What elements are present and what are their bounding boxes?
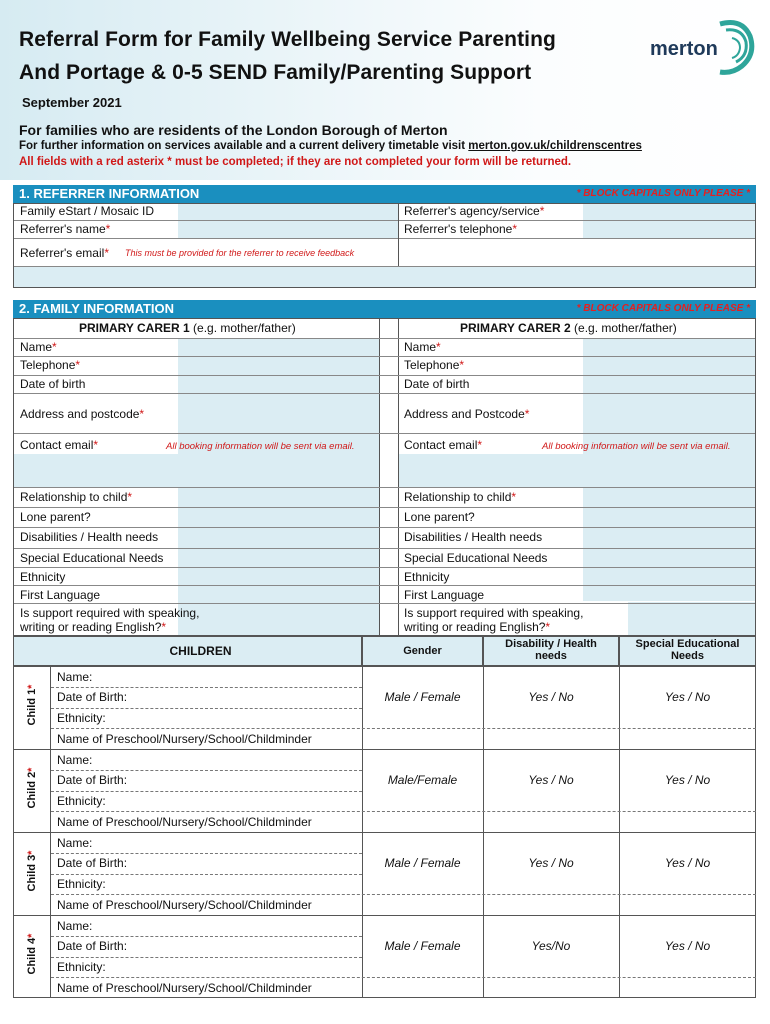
carer1-ethnicity-label: Ethnicity (20, 570, 66, 584)
child-ethnicity-label: Ethnicity: (57, 877, 106, 891)
referrer-telephone-label: Referrer's telephone* (404, 222, 518, 236)
carer1-dob-label: Date of birth (20, 377, 86, 391)
child-gender-option[interactable]: Male/Female (387, 773, 458, 787)
divider (14, 375, 755, 376)
required-warning: All fields with a red asterix * must be completed; if they are not completed your form will be returned. (19, 156, 572, 168)
child-disability-option[interactable]: Yes / No (528, 690, 574, 704)
form-date: September 2021 (22, 95, 122, 110)
section2-header (13, 300, 756, 318)
divider (14, 603, 755, 604)
divider (51, 894, 756, 895)
child-dob-label: Date of Birth: (57, 939, 128, 953)
form-title-line1: Referral Form for Family Wellbeing Service Parenting (19, 28, 556, 51)
child-name-label: Name: (57, 919, 93, 933)
divider (14, 238, 755, 239)
carer2-address-label: Address and Postcode* (404, 407, 530, 421)
divider (379, 318, 380, 636)
child-school-label: Name of Preschool/Nursery/School/Childminder (57, 732, 312, 746)
child-row-label: Child 2* (26, 767, 38, 809)
section1-header (13, 185, 756, 203)
carer2-relationship-label: Relationship to child* (404, 490, 517, 504)
divider (14, 527, 755, 528)
child-name-label: Name: (57, 753, 93, 767)
child-name-label: Name: (57, 836, 93, 850)
child-ethnicity-label: Ethnicity: (57, 711, 106, 725)
child-row-label: Child 4* (26, 933, 38, 975)
carer2-telephone-label: Telephone* (404, 358, 465, 372)
referrer-email-field[interactable] (14, 266, 755, 287)
carer2-name-label: Name* (404, 340, 441, 354)
divider (14, 585, 755, 586)
carer1-telephone-label: Telephone* (20, 358, 81, 372)
divider (14, 433, 755, 434)
divider (51, 687, 362, 688)
divider (14, 220, 755, 221)
child-dob-label: Date of Birth: (57, 773, 128, 787)
referrer-agency-label: Referrer's agency/service* (404, 204, 545, 218)
divider (14, 548, 755, 549)
divider (51, 770, 362, 771)
child-school-label: Name of Preschool/Nursery/School/Childminder (57, 981, 312, 995)
divider (14, 487, 755, 488)
divider (14, 507, 755, 508)
carer1-email-field[interactable] (14, 454, 379, 487)
divider (14, 356, 755, 357)
carer1-heading: PRIMARY CARER 1 (e.g. mother/father) (79, 321, 296, 335)
section2-caps-note: * BLOCK CAPITALS ONLY PLEASE * (576, 303, 750, 314)
residents-heading: For families who are residents of the London Borough of Merton (19, 122, 448, 138)
child-row-label: Child 3* (26, 850, 38, 892)
section2-title: 2. FAMILY INFORMATION (19, 301, 175, 316)
referrer-email-note: This must be provided for the referrer to receive feedback (125, 248, 355, 258)
divider (51, 957, 362, 958)
divider (51, 874, 362, 875)
divider (51, 708, 362, 709)
carer1-name-label: Name* (20, 340, 57, 354)
estart-name-field[interactable] (178, 204, 398, 238)
divider (51, 936, 362, 937)
child-gender-option[interactable]: Male / Female (384, 939, 461, 953)
divider (398, 204, 399, 266)
child-sen-option[interactable]: Yes / No (664, 856, 711, 870)
carer2-support-label-2: writing or reading English?* (404, 620, 551, 634)
carer2-support-field[interactable] (628, 602, 755, 635)
child-ethnicity-label: Ethnicity: (57, 794, 106, 808)
divider (51, 853, 362, 854)
carer1-support-label-2: writing or reading English?* (20, 620, 167, 634)
carer2-sen-label: Special Educational Needs (404, 551, 548, 565)
child-disability-option[interactable]: Yes / No (528, 856, 574, 870)
divider (398, 318, 399, 636)
divider (51, 791, 362, 792)
child-disability-option[interactable]: Yes/No (531, 939, 571, 953)
carer2-ethnicity-label: Ethnicity (404, 570, 450, 584)
section1-title: 1. REFERRER INFORMATION (19, 186, 200, 201)
divider (51, 728, 756, 729)
estart-label: Family eStart / Mosaic ID (20, 204, 155, 218)
carer2-language-label: First Language (404, 588, 485, 602)
carer2-heading: PRIMARY CARER 2 (e.g. mother/father) (460, 321, 677, 335)
carer1-sen-label: Special Educational Needs (20, 551, 164, 565)
carer2-disabilities-label: Disabilities / Health needs (404, 530, 543, 544)
carer2-email-note: All booking information will be sent via email. (542, 441, 731, 452)
child-school-label: Name of Preschool/Nursery/School/Childminder (57, 815, 312, 829)
carer2-lone-label: Lone parent? (404, 510, 475, 524)
child-gender-option[interactable]: Male / Female (384, 856, 461, 870)
disability-header: Disability / Health needs (505, 638, 597, 662)
divider (14, 393, 755, 394)
divider (51, 811, 756, 812)
sen-header: Special Educational Needs (635, 638, 740, 662)
website-link[interactable]: merton.gov.uk/childrenscentres (468, 140, 642, 152)
child-row-label: Child 1* (26, 684, 38, 726)
info-line (19, 140, 642, 152)
carer1-language-label: First Language (20, 588, 101, 602)
carer1-support-label-1: Is support required with speaking, (20, 606, 200, 620)
referrer-email-label: Referrer's email* (20, 246, 109, 260)
carer1-relationship-label: Relationship to child* (20, 490, 133, 504)
child-gender-option[interactable]: Male / Female (384, 690, 461, 704)
child-sen-option[interactable]: Yes / No (664, 773, 711, 787)
child-disability-option[interactable]: Yes / No (528, 773, 574, 787)
agency-telephone-field[interactable] (583, 204, 755, 238)
carer1-email-label: Contact email* (20, 438, 99, 452)
divider (14, 832, 755, 833)
merton-logo (648, 18, 758, 78)
divider (14, 567, 755, 568)
child-dob-label: Date of Birth: (57, 856, 128, 870)
child-dob-label: Date of Birth: (57, 690, 128, 704)
carer2-email-field[interactable] (398, 454, 755, 487)
carer1-lone-label: Lone parent? (20, 510, 91, 524)
carer1-email-note: All booking information will be sent via email. (166, 441, 355, 452)
carer1-address-label: Address and postcode* (20, 407, 145, 421)
child-sen-option[interactable]: Yes / No (664, 690, 711, 704)
divider (14, 915, 755, 916)
logo-text: merton (650, 38, 718, 60)
child-name-label: Name: (57, 670, 93, 684)
carer1-disabilities-label: Disabilities / Health needs (20, 530, 159, 544)
child-sen-option[interactable]: Yes / No (664, 939, 711, 953)
divider (51, 977, 756, 978)
section1-caps-note: * BLOCK CAPITALS ONLY PLEASE * (576, 188, 750, 199)
carer2-support-label-1: Is support required with speaking, (404, 606, 584, 620)
referrer-name-label: Referrer's name* (20, 222, 111, 236)
carer2-dob-label: Date of birth (404, 377, 470, 391)
divider (14, 266, 755, 267)
form-title-line2: And Portage & 0-5 SEND Family/Parenting Support (19, 61, 532, 84)
divider (14, 749, 755, 750)
gender-header: Gender (403, 645, 442, 657)
child-school-label: Name of Preschool/Nursery/School/Childminder (57, 898, 312, 912)
children-header: CHILDREN (169, 644, 232, 658)
child-ethnicity-label: Ethnicity: (57, 960, 106, 974)
info-text: For further information on services available and a current delivery timetable visit (19, 140, 466, 152)
carer2-email-label: Contact email* (404, 438, 483, 452)
divider (14, 338, 755, 339)
